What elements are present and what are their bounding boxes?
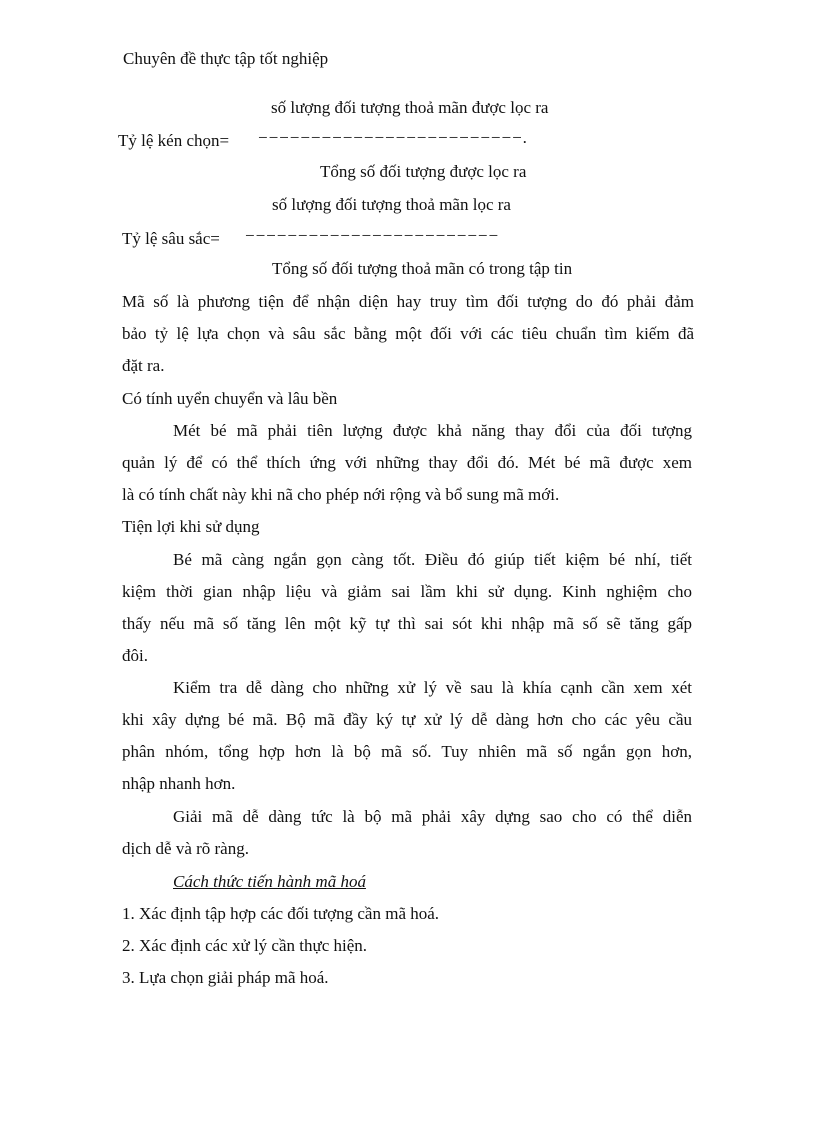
paragraph-line: khi xây dựng bé mã. Bộ mã đầy ký tự xử lý dễ dàng hơn cho các yêu cầu <box>122 710 692 729</box>
paragraph-line: Kiểm tra dễ dàng cho những xử lý về sau là khía cạnh cần xem xét <box>173 678 692 697</box>
list-item: 1. Xác định tập hợp các đối tượng cần mã hoá. <box>122 904 440 923</box>
paragraph-line: đôi. <box>122 646 148 665</box>
paragraph-line: là có tính chất này khi nã cho phép nới rộng và bổ sung mã mới. <box>122 485 560 504</box>
paragraph-line: dịch dễ và rõ ràng. <box>122 839 249 858</box>
section-heading: Tiện lợi khi sử dụng <box>122 517 260 536</box>
paragraph-line: thấy nếu mã số tăng lên một kỹ tự thì sai sót khi nhập mã số sẽ tăng gấp <box>122 614 692 633</box>
formula-numerator: số lượng đối tượng thoả mãn lọc ra <box>272 195 511 214</box>
paragraph-line: Mã số là phương tiện để nhận diện hay truy tìm đối tượng do đó phải đảm <box>122 292 694 311</box>
paragraph-line: đặt ra. <box>122 356 165 375</box>
formula-numerator: số lượng đối tượng thoả mãn được lọc ra <box>271 98 549 117</box>
formula-denominator: Tổng số đối tượng được lọc ra <box>320 162 527 181</box>
formula-label: Tỷ lệ kén chọn= <box>118 131 230 150</box>
fraction-line: −−−−−−−−−−−−−−−−−−−−−−−− <box>245 226 500 245</box>
paragraph-line: Bé mã càng ngắn gọn càng tốt. Điều đó giúp tiết kiệm bé nhí, tiết <box>173 550 692 569</box>
list-item: 2. Xác định các xử lý cần thực hiện. <box>122 936 368 955</box>
fraction-line: −−−−−−−−−−−−−−−−−−−−−−−−−. <box>258 128 528 147</box>
paragraph-line: quản lý để có thể thích ứng với những thay đổi đó. Mét bé mã được xem <box>122 453 692 472</box>
paragraph-line: kiệm thời gian nhập liệu và giảm sai lầm khi sử dụng. Kinh nghiệm cho <box>122 582 692 601</box>
paragraph-line: Giải mã dễ dàng tức là bộ mã phải xây dựng sao cho có thể diễn <box>173 807 692 826</box>
paragraph-line: Mét bé mã phải tiên lượng được khả năng thay đổi của đối tượng <box>173 421 692 440</box>
list-item: 3. Lựa chọn giải pháp mã hoá. <box>122 968 329 987</box>
paragraph-line: phân nhóm, tổng hợp hơn là bộ mã số. Tuy nhiên mã số ngắn gọn hơn, <box>122 742 692 761</box>
formula-denominator: Tổng số đối tượng thoả mãn có trong tập tin <box>272 259 573 278</box>
formula-label: Tỷ lệ sâu sắc= <box>122 229 220 248</box>
section-heading-italic: Cách thức tiến hành mã hoá <box>173 872 366 891</box>
section-heading: Có tính uyển chuyển và lâu bền <box>122 389 338 408</box>
paragraph-line: bảo tỷ lệ lựa chọn và sâu sắc bằng một đối với các tiêu chuẩn tìm kiếm đã <box>122 324 694 343</box>
page-header: Chuyên đề thực tập tốt nghiệp <box>123 49 329 68</box>
paragraph-line: nhập nhanh hơn. <box>122 774 236 793</box>
